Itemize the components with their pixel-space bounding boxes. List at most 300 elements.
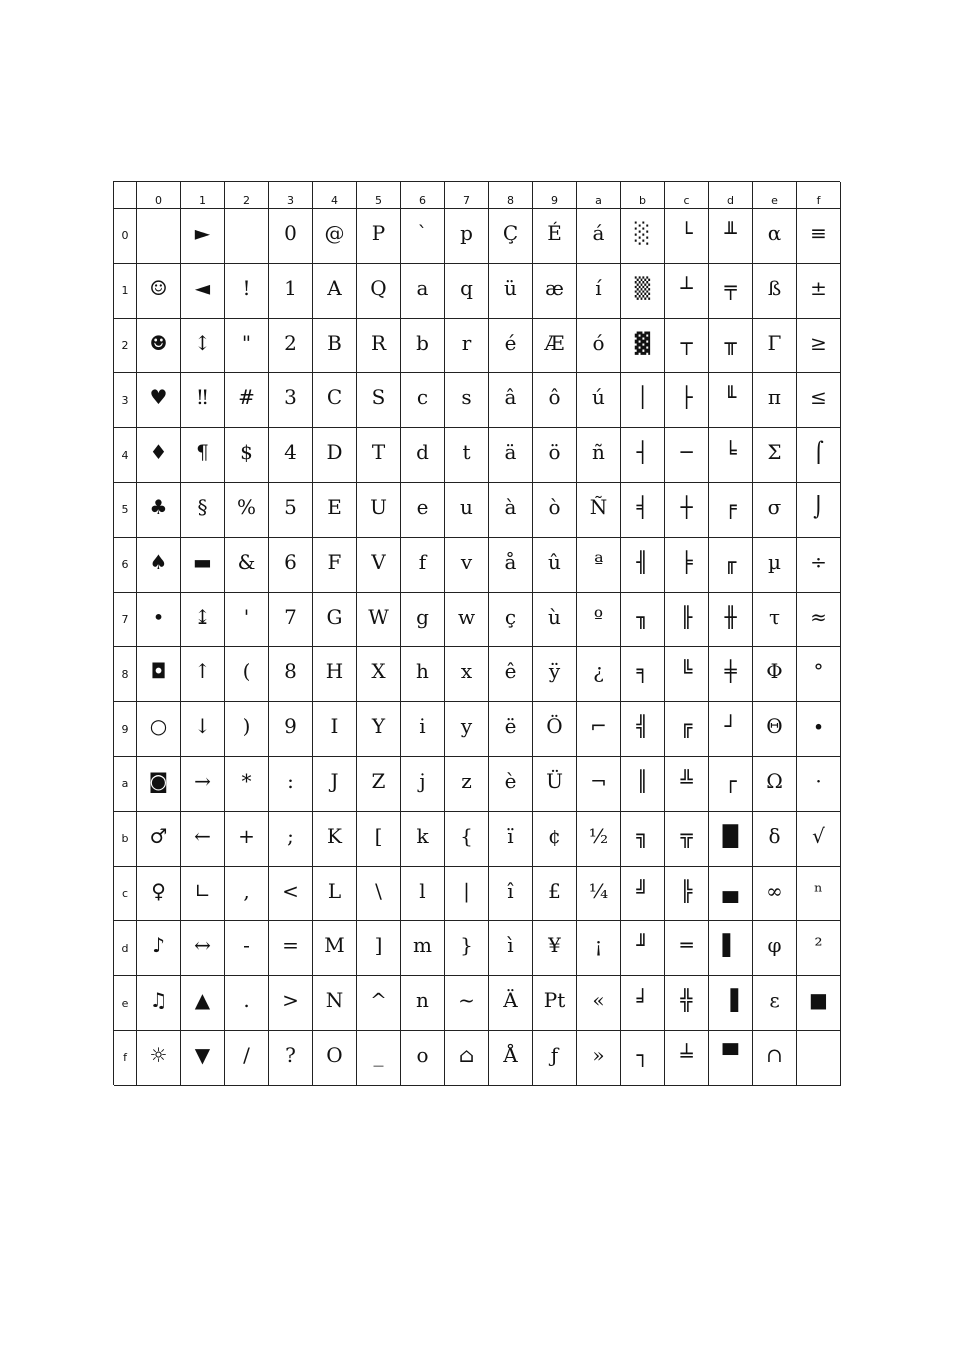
glyph-cell	[357, 757, 401, 812]
glyph-cell	[797, 538, 841, 593]
glyph-cell	[357, 538, 401, 593]
glyph: ▐	[722, 988, 739, 1013]
glyph-cell	[797, 867, 841, 922]
glyph-cell	[533, 976, 577, 1031]
glyph-cell	[137, 757, 181, 812]
glyph-cell	[401, 1031, 445, 1086]
glyph-cell	[181, 1031, 225, 1086]
glyph-cell	[401, 209, 445, 264]
glyph: ╕	[636, 659, 649, 684]
glyph: ←	[194, 823, 211, 848]
glyph: }	[460, 933, 473, 958]
glyph-cell	[709, 538, 753, 593]
glyph-cell	[709, 319, 753, 374]
glyph-cell	[357, 976, 401, 1031]
glyph-cell	[621, 538, 665, 593]
glyph: |	[463, 878, 470, 903]
column-header: 3	[269, 182, 313, 209]
column-header: 7	[445, 182, 489, 209]
glyph-cell	[313, 976, 357, 1031]
glyph-cell	[181, 428, 225, 483]
glyph-cell	[269, 264, 313, 319]
glyph: s	[461, 385, 472, 410]
glyph-cell	[357, 1031, 401, 1086]
glyph-cell	[753, 921, 797, 976]
glyph: 4	[284, 440, 297, 465]
glyph-cell	[269, 593, 313, 648]
glyph: 6	[284, 549, 297, 574]
glyph: i	[419, 714, 426, 739]
glyph-cell	[445, 702, 489, 757]
glyph-cell	[665, 867, 709, 922]
glyph: ▒	[634, 275, 651, 300]
glyph-cell	[445, 812, 489, 867]
glyph: ╨	[724, 221, 737, 245]
glyph: r	[461, 330, 472, 355]
glyph-cell	[665, 428, 709, 483]
glyph-cell	[489, 593, 533, 648]
glyph: ↕	[194, 330, 211, 355]
glyph-cell	[709, 209, 753, 264]
glyph-cell	[577, 702, 621, 757]
glyph: └	[680, 221, 693, 245]
glyph: ♠	[149, 549, 168, 574]
glyph: ¢	[548, 823, 561, 848]
glyph-cell	[181, 976, 225, 1031]
glyph: ├	[680, 385, 693, 410]
glyph: ░	[634, 221, 651, 245]
glyph-cell	[709, 976, 753, 1031]
glyph-cell	[533, 757, 577, 812]
glyph-cell	[181, 209, 225, 264]
glyph: z	[461, 768, 472, 793]
glyph-cell	[709, 921, 753, 976]
glyph-cell	[577, 921, 621, 976]
glyph: %	[236, 494, 256, 519]
glyph: Ω	[766, 768, 783, 793]
glyph: ☻	[149, 330, 168, 355]
glyph-cell	[797, 921, 841, 976]
glyph: «	[592, 988, 605, 1013]
glyph: ;	[287, 823, 294, 848]
glyph: æ	[545, 275, 564, 300]
column-header: 5	[357, 182, 401, 209]
glyph-cell	[797, 373, 841, 428]
glyph-cell	[269, 976, 313, 1031]
glyph: ó	[592, 330, 605, 355]
glyph-cell	[181, 593, 225, 648]
row-header: a	[114, 757, 137, 812]
glyph-cell	[137, 264, 181, 319]
glyph: )	[242, 714, 251, 739]
glyph-cell	[137, 1031, 181, 1086]
glyph: @	[324, 221, 345, 245]
glyph-cell	[401, 867, 445, 922]
glyph: 9	[284, 714, 297, 739]
glyph: ┘	[724, 714, 737, 739]
row-header: 3	[114, 373, 137, 428]
row-header: e	[114, 976, 137, 1031]
glyph-cell	[401, 702, 445, 757]
glyph: ≤	[810, 385, 827, 410]
glyph-cell	[577, 209, 621, 264]
glyph: ¿	[593, 659, 604, 684]
glyph: ┼	[680, 494, 693, 519]
glyph-cell	[753, 757, 797, 812]
glyph-cell	[357, 812, 401, 867]
glyph: σ	[767, 494, 782, 519]
glyph: ª	[593, 549, 604, 574]
glyph: ë	[504, 714, 517, 739]
glyph: d	[416, 440, 429, 465]
glyph: ≥	[810, 330, 827, 355]
glyph: ↔	[194, 933, 211, 958]
glyph: ê	[504, 659, 517, 684]
glyph-cell	[797, 1031, 841, 1086]
glyph-cell	[489, 976, 533, 1031]
glyph-cell	[709, 1031, 753, 1086]
glyph: ╣	[636, 714, 649, 739]
glyph-cell	[445, 1031, 489, 1086]
glyph: ╢	[636, 549, 649, 574]
glyph-cell	[797, 757, 841, 812]
glyph-cell	[577, 538, 621, 593]
glyph-cell	[665, 812, 709, 867]
glyph-cell	[313, 373, 357, 428]
glyph: b	[416, 330, 429, 355]
glyph: Y	[371, 714, 386, 739]
glyph: *	[241, 768, 252, 793]
glyph-cell	[181, 538, 225, 593]
glyph: ─	[680, 440, 693, 465]
glyph: :	[287, 768, 294, 793]
glyph: E	[327, 494, 342, 519]
glyph-cell	[621, 483, 665, 538]
glyph-cell	[225, 867, 269, 922]
glyph-cell	[621, 593, 665, 648]
glyph: ¡	[594, 933, 603, 958]
glyph-cell	[533, 538, 577, 593]
glyph-cell	[225, 483, 269, 538]
glyph-cell	[797, 976, 841, 1031]
glyph: ú	[592, 385, 605, 410]
glyph: Σ	[767, 440, 782, 465]
glyph-cell	[137, 976, 181, 1031]
glyph: m	[413, 933, 432, 958]
column-header: f	[797, 182, 841, 209]
glyph-cell	[621, 976, 665, 1031]
row-header: 4	[114, 428, 137, 483]
glyph-cell	[401, 264, 445, 319]
glyph: ╝	[636, 878, 649, 903]
glyph-cell	[621, 702, 665, 757]
glyph: ▬	[193, 549, 212, 574]
glyph: ô	[548, 385, 561, 410]
glyph-cell	[665, 702, 709, 757]
glyph-cell	[225, 209, 269, 264]
glyph: ♦	[149, 440, 168, 465]
glyph-cell	[445, 593, 489, 648]
glyph: ▲	[194, 988, 211, 1013]
glyph-cell	[445, 921, 489, 976]
glyph: ▼	[194, 1042, 211, 1067]
glyph-cell	[665, 483, 709, 538]
glyph-cell	[489, 757, 533, 812]
glyph: ▌	[722, 933, 739, 958]
glyph: √	[812, 823, 825, 848]
glyph-cell	[269, 867, 313, 922]
glyph: "	[241, 330, 252, 355]
glyph: ♀	[151, 878, 166, 903]
glyph: \	[375, 878, 382, 903]
glyph: ┬	[680, 330, 693, 355]
glyph-cell	[533, 647, 577, 702]
glyph: ╚	[680, 659, 693, 684]
glyph: ∙	[813, 714, 824, 739]
glyph: Γ	[767, 330, 782, 355]
glyph: ╠	[680, 878, 693, 903]
glyph: N	[325, 988, 344, 1013]
glyph-cell	[137, 538, 181, 593]
glyph: ¶	[196, 440, 209, 465]
glyph: ╦	[680, 823, 693, 848]
glyph-cell	[137, 702, 181, 757]
row-header: 9	[114, 702, 137, 757]
glyph-cell	[577, 976, 621, 1031]
glyph-cell	[533, 812, 577, 867]
glyph-cell	[313, 812, 357, 867]
glyph: 8	[284, 659, 297, 684]
glyph: l	[419, 878, 426, 903]
column-header: 8	[489, 182, 533, 209]
glyph-cell	[357, 921, 401, 976]
glyph: ▓	[634, 330, 651, 355]
glyph-cell	[313, 209, 357, 264]
glyph: h	[416, 659, 429, 684]
glyph-cell	[445, 757, 489, 812]
glyph: Æ	[544, 330, 565, 355]
glyph: 3	[284, 385, 297, 410]
glyph: P	[371, 221, 386, 245]
glyph: ∞	[766, 878, 783, 903]
glyph-cell	[313, 428, 357, 483]
glyph: R	[370, 330, 387, 355]
glyph-cell	[357, 373, 401, 428]
glyph: ²	[814, 933, 823, 958]
glyph-cell	[753, 812, 797, 867]
glyph-cell	[225, 647, 269, 702]
glyph: ⌂	[458, 1042, 475, 1067]
row-header: 5	[114, 483, 137, 538]
glyph: ÷	[810, 549, 827, 574]
glyph: ↨	[194, 604, 211, 629]
glyph: ╞	[680, 549, 693, 574]
column-header: 6	[401, 182, 445, 209]
glyph-cell	[313, 483, 357, 538]
glyph: ╘	[724, 440, 737, 465]
glyph-cell	[797, 483, 841, 538]
glyph: x	[460, 659, 473, 684]
glyph-cell	[181, 483, 225, 538]
glyph: /	[243, 1042, 250, 1067]
row-header: d	[114, 921, 137, 976]
glyph-cell	[137, 483, 181, 538]
column-header: c	[665, 182, 709, 209]
glyph-cell	[181, 867, 225, 922]
glyph: ║	[636, 768, 649, 793]
glyph-cell	[357, 593, 401, 648]
glyph-cell	[225, 428, 269, 483]
glyph: ┌	[724, 768, 737, 793]
glyph-cell	[753, 702, 797, 757]
glyph-cell	[225, 812, 269, 867]
glyph-cell	[577, 428, 621, 483]
glyph: Q	[370, 275, 387, 300]
glyph: ≈	[810, 604, 827, 629]
glyph-cell	[225, 264, 269, 319]
glyph: ☼	[149, 1042, 168, 1067]
glyph: ╙	[724, 385, 737, 410]
glyph: K	[327, 823, 342, 848]
glyph-cell	[533, 319, 577, 374]
row-header: 0	[114, 209, 137, 264]
glyph-cell	[269, 319, 313, 374]
glyph-cell	[401, 647, 445, 702]
glyph: &	[237, 549, 256, 574]
glyph: ╩	[680, 768, 693, 793]
row-header: c	[114, 867, 137, 922]
glyph-cell	[137, 647, 181, 702]
glyph: ¼	[588, 878, 609, 903]
glyph-cell	[137, 867, 181, 922]
glyph-cell	[577, 812, 621, 867]
glyph-cell	[797, 319, 841, 374]
glyph: á	[592, 221, 605, 245]
glyph: e	[416, 494, 429, 519]
glyph: ╤	[724, 275, 737, 300]
glyph: W	[368, 604, 389, 629]
glyph: ,	[243, 878, 250, 903]
glyph-cell	[401, 593, 445, 648]
glyph: 1	[284, 275, 297, 300]
glyph-cell	[401, 483, 445, 538]
glyph: q	[460, 275, 473, 300]
glyph: α	[767, 221, 782, 245]
glyph: ε	[769, 988, 780, 1013]
row-header: 7	[114, 593, 137, 648]
glyph-cell	[533, 921, 577, 976]
glyph-cell	[709, 702, 753, 757]
glyph: T	[371, 440, 386, 465]
glyph-cell	[753, 209, 797, 264]
glyph: 7	[284, 604, 297, 629]
glyph: +	[238, 823, 255, 848]
glyph-cell	[621, 319, 665, 374]
glyph-cell	[533, 483, 577, 538]
glyph-cell	[313, 593, 357, 648]
glyph: ○	[149, 714, 168, 739]
glyph-cell	[269, 373, 313, 428]
glyph-cell	[137, 812, 181, 867]
glyph-cell	[401, 373, 445, 428]
glyph-cell	[753, 593, 797, 648]
column-header: 4	[313, 182, 357, 209]
glyph: -	[243, 933, 250, 958]
glyph: X	[371, 659, 386, 684]
glyph: Ö	[546, 714, 563, 739]
glyph-cell	[269, 647, 313, 702]
glyph-cell	[269, 757, 313, 812]
glyph: ╗	[636, 823, 649, 848]
corner-cell	[114, 182, 137, 209]
glyph-cell	[577, 319, 621, 374]
glyph-cell	[181, 757, 225, 812]
glyph-cell	[181, 812, 225, 867]
glyph-cell	[709, 373, 753, 428]
glyph-cell	[753, 319, 797, 374]
glyph-cell	[357, 264, 401, 319]
glyph: ?	[285, 1042, 296, 1067]
glyph-cell	[753, 538, 797, 593]
glyph: A	[327, 275, 342, 300]
glyph: ‼	[197, 385, 208, 410]
glyph: ⌠	[813, 440, 824, 465]
glyph-cell	[445, 373, 489, 428]
glyph-cell	[225, 319, 269, 374]
glyph: V	[371, 549, 386, 574]
glyph-cell	[225, 593, 269, 648]
glyph-cell	[445, 483, 489, 538]
glyph-cell	[621, 373, 665, 428]
glyph-cell	[313, 538, 357, 593]
glyph-cell	[313, 264, 357, 319]
glyph: →	[194, 768, 211, 793]
glyph-cell	[401, 538, 445, 593]
glyph: Ñ	[589, 494, 608, 519]
glyph-cell	[753, 1031, 797, 1086]
glyph: █	[722, 823, 739, 848]
glyph: ä	[504, 440, 517, 465]
glyph: ò	[548, 494, 561, 519]
glyph: φ	[767, 933, 782, 958]
glyph: G	[326, 604, 343, 629]
glyph-cell	[489, 428, 533, 483]
glyph-cell	[489, 812, 533, 867]
glyph-cell	[621, 921, 665, 976]
glyph: τ	[768, 604, 781, 629]
glyph-cell	[665, 647, 709, 702]
glyph-cell	[357, 209, 401, 264]
row-header: b	[114, 812, 137, 867]
glyph-cell	[665, 757, 709, 812]
glyph-cell	[401, 976, 445, 1031]
row-header: f	[114, 1031, 137, 1086]
glyph: J	[330, 768, 339, 793]
glyph: °	[813, 659, 824, 684]
glyph-cell	[489, 319, 533, 374]
glyph-cell	[181, 264, 225, 319]
glyph-cell	[445, 428, 489, 483]
glyph: ≡	[810, 221, 827, 245]
glyph: j	[419, 768, 426, 793]
glyph-cell	[577, 867, 621, 922]
glyph-cell	[137, 373, 181, 428]
glyph-cell	[313, 319, 357, 374]
glyph: •	[152, 604, 165, 629]
glyph: Φ	[766, 659, 783, 684]
glyph-cell	[621, 812, 665, 867]
column-header: d	[709, 182, 753, 209]
